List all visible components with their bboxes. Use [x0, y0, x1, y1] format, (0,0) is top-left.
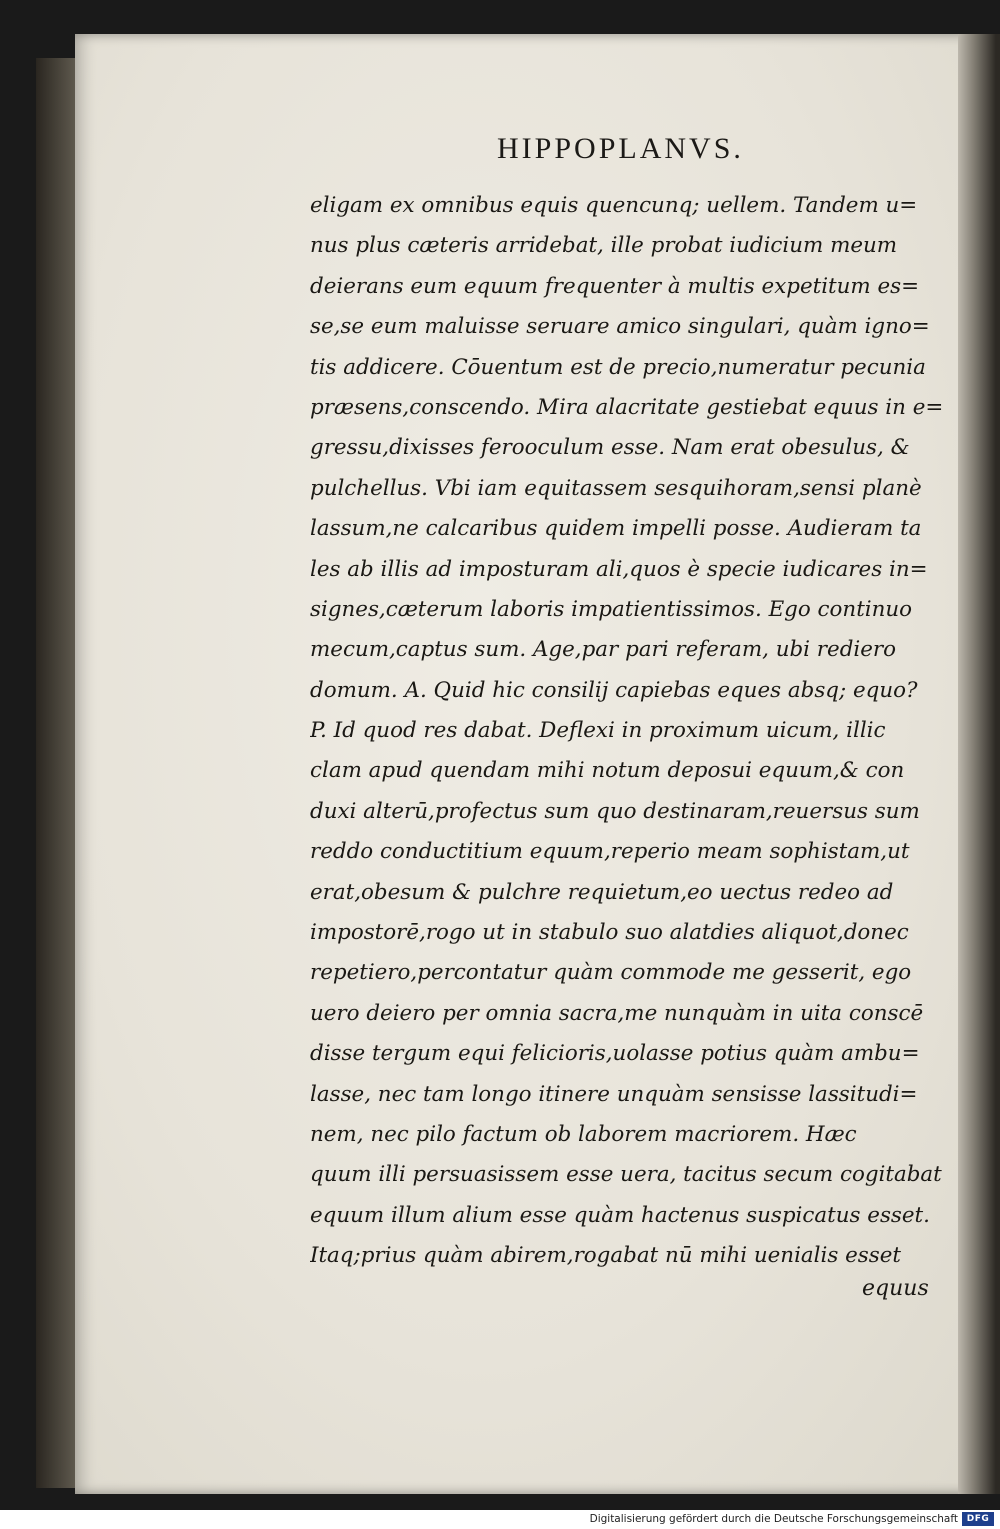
text-line: equum illum alium esse quàm hactenus suspicatus esset.	[310, 1202, 930, 1228]
footer-credit: Digitalisierung gefördert durch die Deutsche Forschungsgemeinschaft	[589, 1513, 958, 1525]
text-line: reddo conductitium equum,reperio meam sophistam,ut	[310, 839, 910, 865]
text-line: impostorē,rogo ut in stabulo suo alatdies aliquot,donec	[310, 920, 909, 946]
text-line: domum. A. Quid hic consilij capiebas eques absq; equo?	[310, 677, 918, 703]
text-line: deierans eum equum frequenter à multis expetitum es=	[310, 273, 920, 299]
text-line: repetiero,percontatur quàm commode me gesserit, ego	[310, 960, 912, 986]
text-line: duxi alterū,profectus sum quo destinaram,reuersus sum	[310, 798, 920, 824]
text-line: tis addicere. Cōuentum est de precio,numeratur pecunia	[310, 354, 926, 380]
text-line: uero deiero per omnia sacra,me nunquàm in uita conscē	[310, 1000, 924, 1026]
catchword: equus	[862, 1276, 929, 1301]
text-line: les ab illis ad imposturam ali,quos è specie iudicares in=	[310, 556, 928, 582]
text-line: eligam ex omnibus equis quencunq; uellem. Tandem u=	[310, 193, 918, 218]
text-line: signes,cæterum laboris impatientissimos. Ego continuo	[310, 596, 913, 622]
running-head: HIPPOPLANVS.	[497, 132, 744, 165]
text-line: lasse, nec tam longo itinere unquàm sensisse lassitudi=	[310, 1081, 918, 1107]
text-line: gressu,dixisses ferooculum esse. Nam erat obesulus, &	[310, 435, 910, 461]
text-line: P. Id quod res dabat. Deflexi in proximum uicum, illic	[310, 718, 886, 744]
text-line: erat,obesum & pulchre requietum,eo uectus redeo ad	[310, 879, 894, 905]
text-line: pulchellus. Vbi iam equitassem sesquihoram,sensi planè	[310, 475, 922, 501]
text-line: clam apud quendam mihi notum deposui equum,& con	[310, 758, 905, 784]
text-line: disse tergum equi felicioris,uolasse potius quàm ambu=	[310, 1041, 920, 1067]
text-line: quum illi persuasissem esse uera, tacitus secum cogitabat	[310, 1162, 942, 1188]
page-gutter-shadow	[958, 34, 1000, 1494]
text-line: mecum,captus sum. Age,par pari referam, ubi rediero	[310, 637, 896, 663]
text-line: nus plus cæteris arridebat, ille probat iudicium meum	[310, 233, 898, 259]
text-line: nem, nec pilo factum ob laborem macriorem. Hæc	[310, 1121, 857, 1147]
dfg-logo: DFG	[962, 1512, 994, 1526]
text-line: Itaq;prius quàm abirem,rogabat nū mihi uenialis esset	[310, 1243, 901, 1269]
text-line: se,se eum maluisse seruare amico singulari, quàm igno=	[310, 314, 930, 340]
text-line: præsens,conscendo. Mira alacritate gestiebat equus in e=	[310, 394, 944, 420]
text-line: lassum,ne calcaribus quidem impelli posse. Audieram ta	[310, 516, 922, 542]
text-block	[310, 186, 960, 1277]
